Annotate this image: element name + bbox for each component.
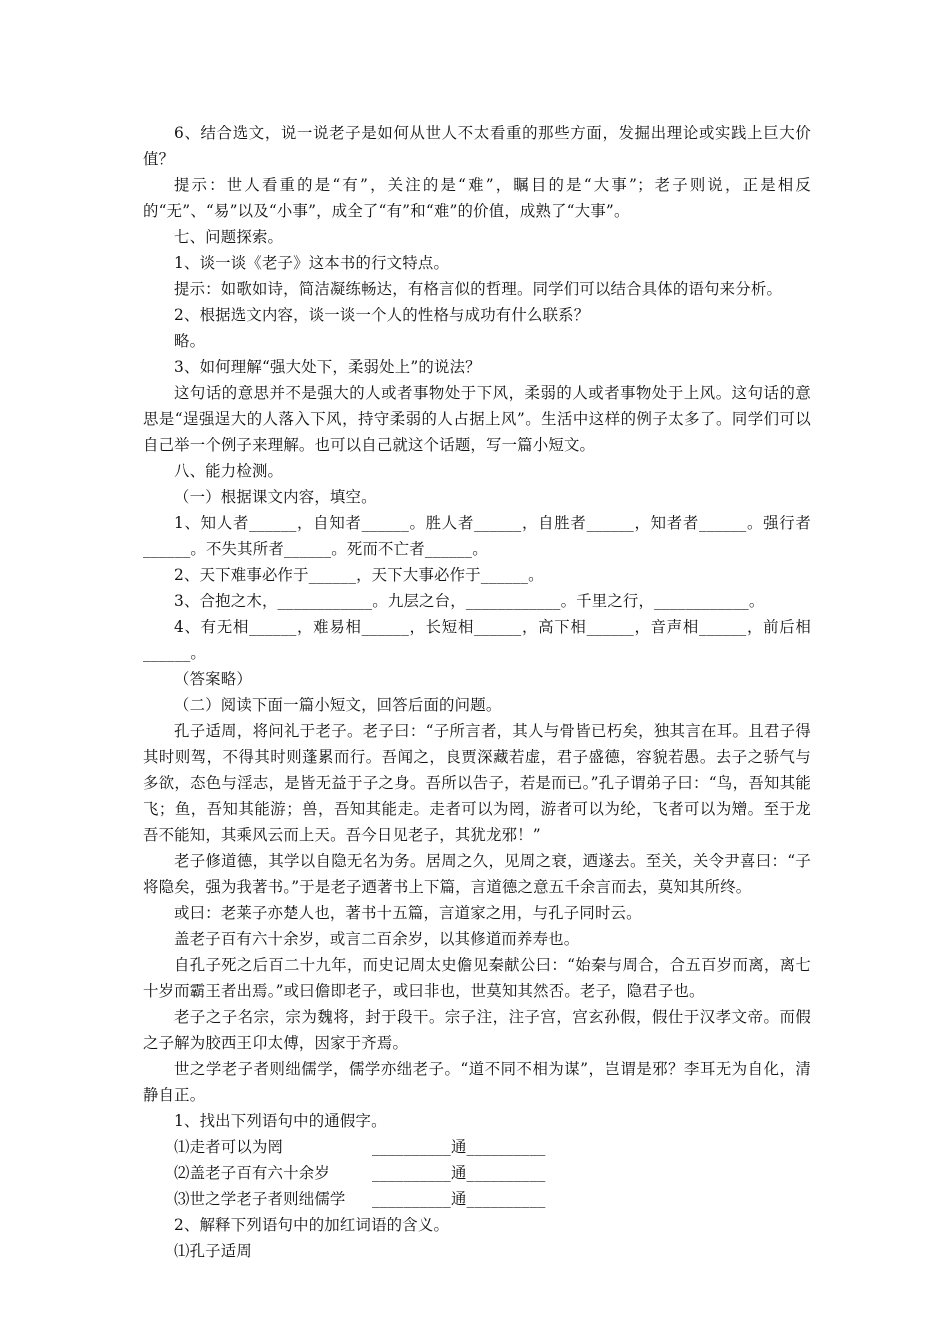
tongjia-answer-blank: __________通__________ xyxy=(372,1164,546,1182)
tongjia-answer-blank: __________通__________ xyxy=(372,1190,546,1208)
tongjia-row xyxy=(143,1134,811,1160)
tongjia-item: ⑵盖老子百有六十余岁 xyxy=(174,1164,330,1182)
reading-paragraph-4: 盖老子百有六十余岁，或言二百余岁，以其修道而养寿也。 xyxy=(174,930,580,948)
reading-paragraph-6: 老子之子名宗，宗为魏将，封于段干。宗子注，注子宫，宫玄孙假，假仕于汉孝文帝。而假之子解为胶西王卬太傅，因家于齐焉。 xyxy=(143,1008,811,1052)
fill-blank-2: 2、天下难事必作于______，天下大事必作于______。 xyxy=(174,566,544,584)
fill-blank-1: 1、知人者______，自知者______。胜人者______，自胜者______，知者者______。强行者______。不失其所者______。死而不亡者______。 xyxy=(143,514,811,558)
reading-paragraph-5: 自孔子死之后百二十九年，而史记周太史儋见秦献公曰：“始秦与周合，合五百岁而离，离七十岁而霸王者出焉。”或曰儋即老子，或曰非也，世莫知其然否。老子，隐君子也。 xyxy=(143,956,811,1000)
subsection-heading-2: （二）阅读下面一篇小短文，回答后面的问题。 xyxy=(174,696,502,714)
tongjia-item: ⑶世之学老子者则绌儒学 xyxy=(174,1190,346,1208)
paragraph-explore-2-answer: 略。 xyxy=(174,332,206,350)
tongjia-row xyxy=(143,1160,811,1186)
explain-item-1: ⑴孔子适周 xyxy=(174,1242,252,1260)
question-tongjia: 1、找出下列语句中的通假字。 xyxy=(174,1112,387,1130)
fill-blank-3: 3、合抱之木，____________。九层之台，____________。千里之行，____________。 xyxy=(174,592,765,610)
paragraph-explore-2: 2、根据选文内容，谈一谈一个人的性格与成功有什么联系？ xyxy=(174,306,590,324)
paragraph-q6-hint: 提示：世人看重的是“有”，关注的是“难”，瞩目的是“大事”；老子则说，正是相反的“无”、“易”以及“小事”，成全了“有”和“难”的价值，成熟了“大事”。 xyxy=(143,176,811,220)
tongjia-row xyxy=(143,1186,811,1212)
answer-note: （答案略） xyxy=(174,670,252,688)
paragraph-explore-1-hint: 提示：如歌如诗，简洁凝练畅达，有格言似的哲理。同学们可以结合具体的语句来分析。 xyxy=(174,280,783,298)
tongjia-item: ⑴走者可以为罔 xyxy=(174,1138,284,1156)
paragraph-q6: 6、结合选文，说一说老子是如何从世人不太看重的那些方面，发掘出理论或实践上巨大价值？ xyxy=(143,124,811,168)
paragraph-explore-3-answer: 这句话的意思并不是强大的人或者事物处于下风，柔弱的人或者事物处于上风。这句话的意思是“逞强逞大的人落入下风，持守柔弱的人占据上风”。生活中这样的例子太多了。同学们可以自己举一个例子来理解。也可以自己就这个话题，写一篇小短文。 xyxy=(143,384,811,454)
question-explain-words: 2、解释下列语句中的加红词语的含义。 xyxy=(174,1216,450,1234)
subsection-heading-1: （一）根据课文内容，填空。 xyxy=(174,488,377,506)
reading-paragraph-3: 或曰：老莱子亦楚人也，著书十五篇，言道家之用，与孔子同时云。 xyxy=(174,904,642,922)
reading-paragraph-2: 老子修道德，其学以自隐无名为务。居周之久，见周之衰，迺遂去。至关，关令尹喜曰：“子将隐矣，强为我著书。”于是老子迺著书上下篇，言道德之意五千余言而去，莫知其所终。 xyxy=(143,852,811,896)
tongjia-answer-blank: __________通__________ xyxy=(372,1138,546,1156)
reading-paragraph-1: 孔子适周，将问礼于老子。老子曰：“子所言者，其人与骨皆已朽矣，独其言在耳。且君子得其时则驾，不得其时则蓬累而行。吾闻之，良贾深藏若虚，君子盛德，容貌若愚。去子之骄气与多欲，态色与淫志，是皆无益于子之身。吾所以告子，若是而已。”孔子谓弟子曰：“鸟，吾知其能飞；鱼，吾知其能游；兽，吾知其能走。走者可以为罔，游者可以为纶，飞者可以为矰。至于龙吾不能知，其乘风云而上天。吾今日见老子，其犹龙邪！” xyxy=(143,722,811,844)
section-heading-8: 八、能力检测。 xyxy=(174,462,284,480)
fill-blank-4: 4、有无相______，难易相______，长短相______，高下相______，音声相______，前后相______。 xyxy=(143,618,811,662)
section-heading-7: 七、问题探索。 xyxy=(174,228,284,246)
paragraph-explore-1: 1、谈一谈《老子》这本书的行文特点。 xyxy=(174,254,450,272)
paragraph-explore-3: 3、如何理解“强大处下，柔弱处上”的说法？ xyxy=(174,358,481,376)
reading-paragraph-7: 世之学老子者则绌儒学，儒学亦绌老子。“道不同不相为谋”，岂谓是邪？李耳无为自化，清静自正。 xyxy=(143,1060,811,1104)
